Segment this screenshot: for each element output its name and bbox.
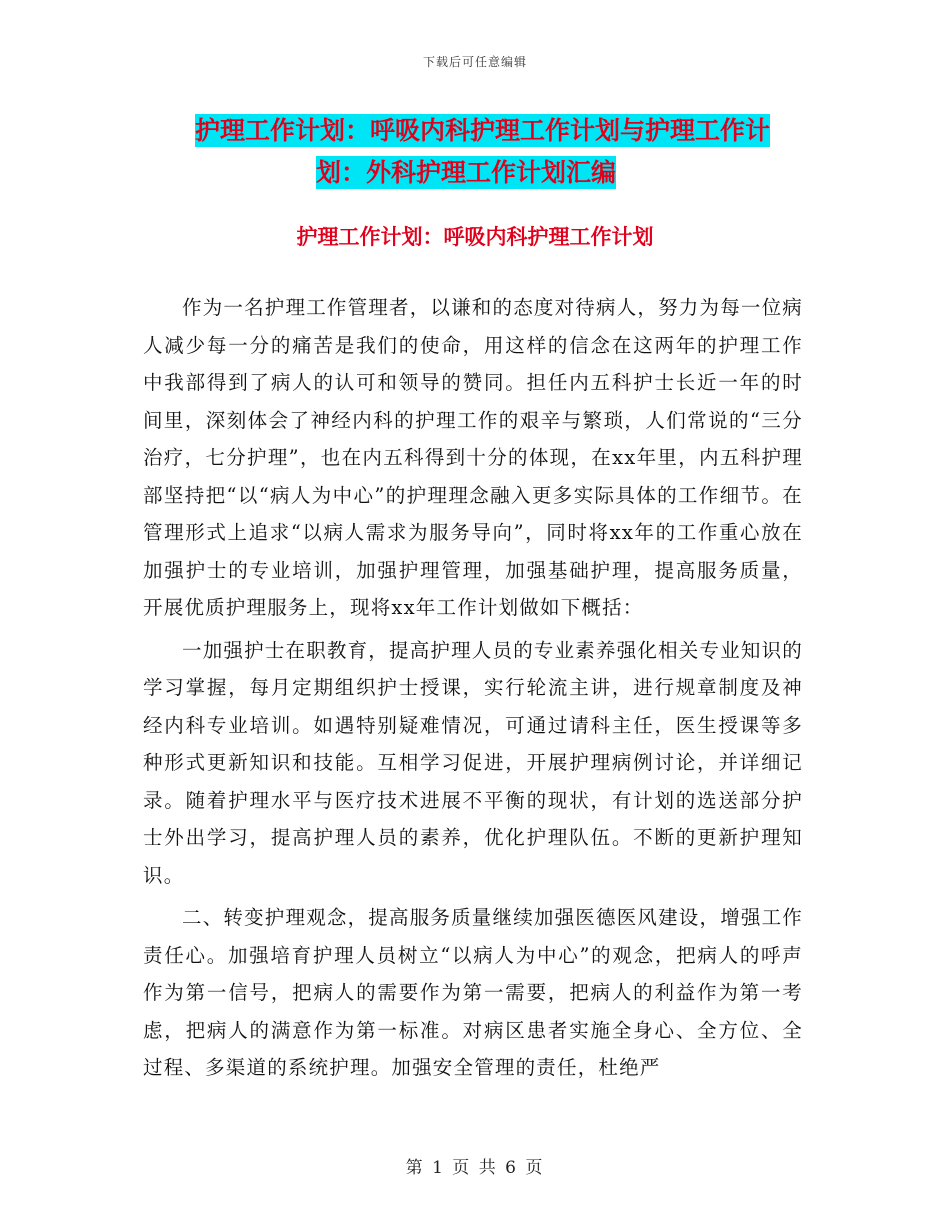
document-title-text-1: 护理工作计划：呼吸内科护理工作计划与护理工作计 bbox=[195, 116, 771, 145]
body-paragraph: 二、转变护理观念，提高服务质量继续加强医德医风建设，增强工作责任心。加强培育护理人员树立“以病人为中心”的观念，把病人的呼声作为第一信号，把病人的需要作为第一需要，把病人的利益作为第一考虑，把病人的满意作为第一标准。对病区患者实施全身心、全方位、全过程、多渠道的系统护理。加强安全管理的责任，杜绝严 bbox=[143, 906, 804, 1079]
body-paragraph: 作为一名护理工作管理者，以谦和的态度对待病人，努力为每一位病人减少每一分的痛苦是我们的使命，用这样的信念在这两年的护理工作中我部得到了病人的认可和领导的赞同。担任内五科护士长近一年的时间里，深刻体会了神经内科的护理工作的艰辛与繁琐，人们常说的“三分治疗，七分护理”，也在内五科得到十分的体现，在xx年里，内五科护理部坚持把“以“病人为中心”的护理理念融入更多实际具体的工作细节。在管理形式上追求“以病人需求为服务导向”，同时将xx年的工作重心放在加强护士的专业培训，加强护理管理，加强基础护理，提高服务质量，开展优质护理服务上，现将xx年工作计划做如下概括： bbox=[143, 296, 804, 619]
document-title-line-2 bbox=[316, 152, 805, 194]
document-title bbox=[195, 110, 805, 194]
page-footer: 第 1 页 共 6 页 bbox=[405, 1158, 545, 1178]
document-title-line-1 bbox=[195, 110, 805, 152]
section-title: 护理工作计划：呼吸内科护理工作计划 bbox=[296, 225, 654, 249]
header-note: 下载后可任意编辑 bbox=[422, 55, 527, 69]
document-title-text-2: 划：外科护理工作计划汇编 bbox=[316, 158, 617, 187]
document-body bbox=[143, 289, 803, 1092]
body-paragraph: 一加强护士在职教育，提高护理人员的专业素养强化相关专业知识的学习掌握，每月定期组织护士授课，实行轮流主讲，进行规章制度及神经内科专业培训。如遇特别疑难情况，可通过请科主任，医生授课等多种形式更新知识和技能。互相学习促进，开展护理病例讨论，并详细记录。随着护理水平与医疗技术进展不平衡的现状，有计划的选送部分护士外出学习，提高护理人员的素养，优化护理队伍。不断的更新护理知识。 bbox=[143, 638, 804, 887]
